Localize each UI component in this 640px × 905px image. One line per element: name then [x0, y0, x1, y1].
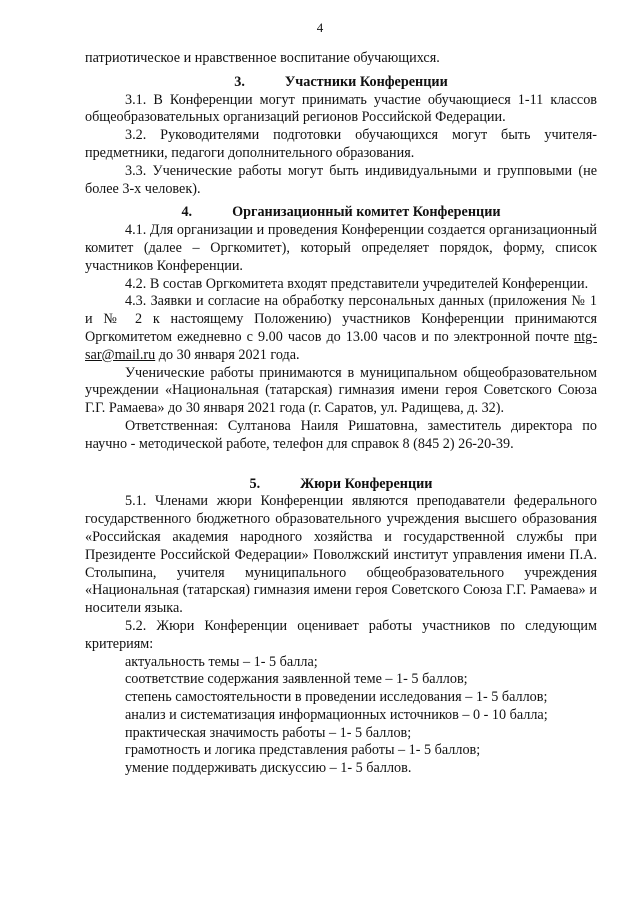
section4-para5: Ответственная: Султанова Наиля Ришатовна, заместитель директора по научно - методической работе, телефон для справок 8 (845 2) 26-20-39.: [85, 417, 597, 452]
criteria-item: умение поддерживать дискуссию – 1- 5 баллов.: [125, 760, 412, 777]
intro-line: патриотическое и нравственное воспитание обучающихся.: [85, 50, 440, 66]
email-link[interactable]: ntg-sar@mail.ru: [85, 328, 597, 363]
criteria-item: степень самостоятельности в проведении исследования – 1- 5 баллов;: [125, 689, 548, 706]
criteria-item: практическая значимость работы – 1- 5 баллов;: [125, 724, 412, 741]
section3-heading: [85, 74, 597, 92]
section4-para1: 4.1. Для организации и проведения Конференции создается организационный комитет (далее – Оргкомитет), который определяет порядок, форму, список участников Конференции.: [85, 222, 597, 274]
criteria-item: актуальность темы – 1- 5 балла;: [125, 653, 318, 670]
section4-para3-text: 4.3. Заявки и согласие на обработку персональных данных (приложения № 1 и № 2 к настоящему Положению) участников Конференции принимаются Оргкомитетом ежедневно с 9.00 часов до 13.00 часов и по электронной почте: [85, 293, 597, 345]
section4-para4: Ученические работы принимаются в муниципальном общеобразовательном учреждении «Национальная (татарская) гимназия имени героя Советского Союза Г.Г. Рамаева» до 30 января 2021 года (г. Саратов, ул. Радищева, д. 32).: [85, 364, 597, 417]
section5-number: 5.: [249, 475, 261, 492]
criteria-item: анализ и систематизация информационных источников – 0 - 10 балла;: [125, 706, 548, 723]
section4-heading: [85, 204, 597, 222]
criteria-item: соответствие содержания заявленной теме – 1- 5 баллов;: [125, 671, 468, 688]
section4-title: Организационный комитет Конференции: [232, 204, 501, 221]
section5-title: Жюри Конференции: [300, 475, 433, 492]
page-number: 4: [316, 20, 324, 35]
section4-para3: [85, 293, 597, 364]
section4-para3-deadline: до 30 января 2021 года.: [155, 346, 300, 363]
section5-heading: [85, 476, 597, 494]
section5-para2: 5.2. Жюри Конференции оценивает работы участников по следующим критериям:: [85, 617, 597, 652]
criteria-item: грамотность и логика представления работы – 1- 5 баллов;: [125, 742, 481, 759]
section4-number: 4.: [181, 204, 193, 221]
section3-para1: 3.1. В Конференции могут принимать участие обучающиеся 1-11 классов общеобразовательных организаций регионов Российской Федерации.: [85, 91, 597, 126]
section3-para3: 3.3. Ученические работы могут быть индивидуальными и групповыми (не более 3-х человек).: [85, 162, 597, 197]
section4-para2: 4.2. В состав Оргкомитета входят представители учредителей Конференции.: [125, 275, 589, 292]
section3-number: 3.: [234, 73, 245, 90]
section3-para2: 3.2. Руководителями подготовки обучающихся могут быть учителя-предметники, педагоги дополнительного образования.: [85, 127, 597, 161]
section5-para1: 5.1. Членами жюри Конференции являются преподаватели федерального государственного бюджетного образовательного учреждения высшего образования «Российская академия народного хозяйства и государственной службы при Президенте Российской Федерации» Поволжский институт управления имени П.А. Столыпина, учителя муниципального общеобразовательного учреждения «Национальная (татарская) гимназия имени героя Советского Союза Г.Г. Рамаева» и носители языка.: [85, 493, 597, 617]
section3-title: Участники Конференции: [284, 73, 448, 90]
document-body: [85, 50, 597, 778]
